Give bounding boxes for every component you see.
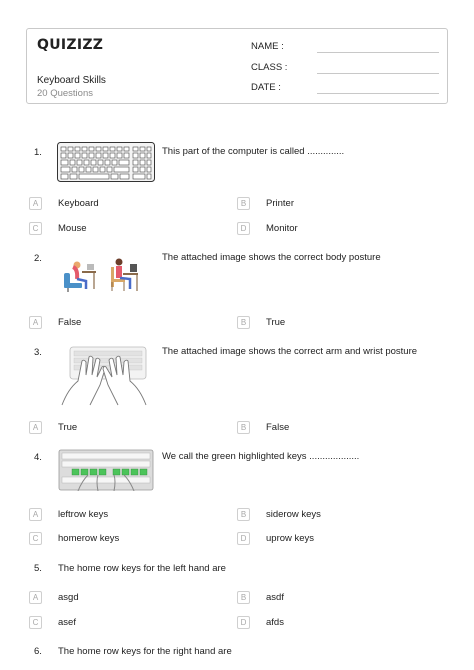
question-number: 4.	[34, 452, 42, 463]
question-text: The attached image shows the correct arm and wrist posture	[162, 346, 418, 357]
question-text: The attached image shows the correct body posture	[162, 252, 381, 263]
home-row-keyboard-image	[58, 449, 154, 491]
option-letter[interactable]: B	[237, 508, 250, 521]
option-letter[interactable]: D	[237, 616, 250, 629]
hands-on-keyboard-image	[56, 345, 152, 407]
option-text[interactable]: Mouse	[58, 223, 87, 234]
option-letter[interactable]: B	[237, 421, 250, 434]
option-text[interactable]: afds	[266, 617, 284, 628]
option-letter[interactable]: B	[237, 591, 250, 604]
question-text: The home row keys for the right hand are	[58, 646, 232, 657]
question-text: This part of the computer is called ..............	[162, 146, 345, 157]
option-text[interactable]: Printer	[266, 198, 294, 209]
name-field[interactable]	[317, 52, 439, 53]
question-number: 1.	[34, 147, 42, 158]
option-text[interactable]: True	[266, 317, 286, 328]
question-text: The home row keys for the left hand are	[58, 563, 226, 574]
option-letter[interactable]: C	[29, 532, 42, 545]
option-letter[interactable]: B	[237, 316, 250, 329]
keyboard-image	[57, 142, 155, 182]
quizizz-logo: QUIZIZZ	[37, 37, 104, 53]
worksheet-title: Keyboard Skills	[37, 75, 106, 86]
class-label: CLASS :	[251, 62, 288, 73]
name-label: NAME :	[251, 41, 284, 52]
option-letter[interactable]: B	[237, 197, 250, 210]
question-number: 6.	[34, 646, 42, 657]
option-text[interactable]: asef	[58, 617, 76, 628]
option-text[interactable]: False	[58, 317, 82, 328]
option-text[interactable]: homerow keys	[58, 533, 120, 544]
option-letter[interactable]: A	[29, 316, 42, 329]
question-number: 2.	[34, 253, 42, 264]
option-letter[interactable]: C	[29, 222, 42, 235]
worksheet-header	[26, 28, 448, 104]
option-text[interactable]: Monitor	[266, 223, 298, 234]
option-text[interactable]: False	[266, 422, 290, 433]
option-letter[interactable]: A	[29, 421, 42, 434]
option-text[interactable]: leftrow keys	[58, 509, 109, 520]
option-letter[interactable]: D	[237, 532, 250, 545]
option-letter[interactable]: A	[29, 197, 42, 210]
option-text[interactable]: uprow keys	[266, 533, 315, 544]
option-letter[interactable]: D	[237, 222, 250, 235]
option-text[interactable]: asgd	[58, 592, 79, 603]
date-field[interactable]	[317, 93, 439, 94]
question-text: We call the green highlighted keys ...................	[162, 451, 360, 462]
option-text[interactable]: siderow keys	[266, 509, 321, 520]
question-number: 3.	[34, 347, 42, 358]
option-letter[interactable]: C	[29, 616, 42, 629]
question-count: 20 Questions	[37, 88, 93, 99]
option-letter[interactable]: A	[29, 508, 42, 521]
class-field[interactable]	[317, 73, 439, 74]
option-letter[interactable]: A	[29, 591, 42, 604]
option-text[interactable]: asdf	[266, 592, 284, 603]
date-label: DATE :	[251, 82, 281, 93]
option-text[interactable]: Keyboard	[58, 198, 99, 209]
option-text[interactable]: True	[58, 422, 78, 433]
question-number: 5.	[34, 563, 42, 574]
posture-image	[60, 255, 140, 293]
